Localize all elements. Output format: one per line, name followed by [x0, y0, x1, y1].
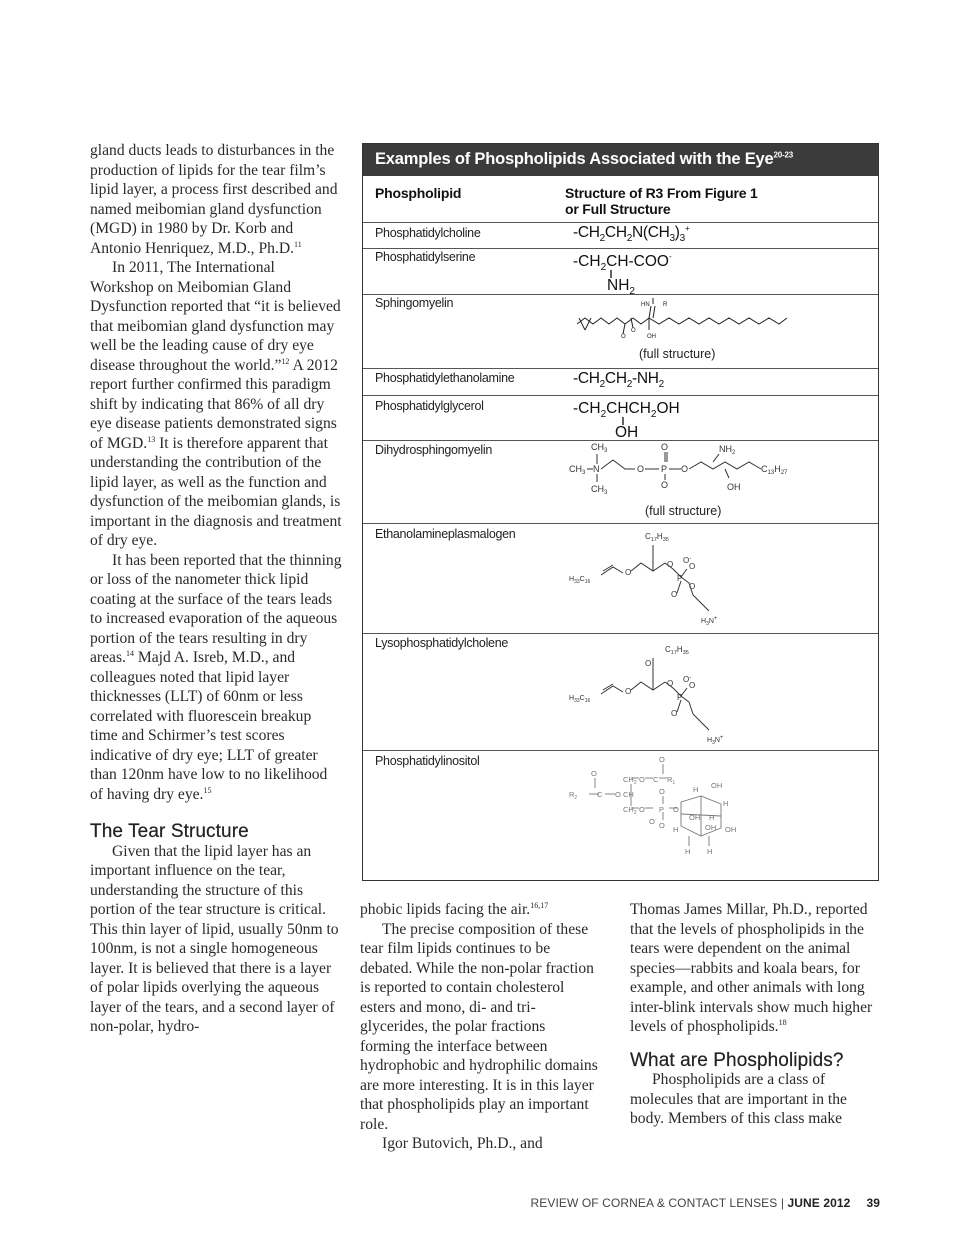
reference-mark: 12	[281, 356, 290, 366]
svg-text:C17H35: $C_{17}H_{35}$	[645, 532, 669, 543]
svg-text:H33C16: $H_{33}C_{16}$	[569, 695, 591, 704]
structure-formula-phosphatidylglycerol	[569, 395, 689, 441]
svg-text:OH: OH	[725, 825, 737, 834]
svg-text:O: O	[659, 755, 665, 764]
body-column-1	[90, 141, 342, 1037]
svg-text:C: C	[653, 775, 659, 784]
svg-text:R: R	[663, 302, 668, 308]
svg-text:OH: OH	[727, 482, 741, 492]
dihydrosphingomyelin-structure	[569, 440, 809, 500]
table-row-name: Dihydrosphingomyelin	[375, 443, 492, 457]
svg-text:O: O	[689, 681, 696, 690]
page-footer: REVIEW OF CORNEA & CONTACT LENSES | JUNE 2012 39	[530, 1196, 880, 1210]
svg-text:NH2: $NH_2$	[719, 444, 736, 456]
paragraph: It has been reported that the thinning or loss of the nanometer thick lipid coating at the surface of the tears leads to increased evaporation of the aqueous portion of the tears resulting in dry areas.$^{14}$ Majd A. Isreb, M.D., and colleagues noted that lipid layer thicknesses (LLT) of 60nm or less correlated with fluorescein breakup time and Schirmer’s test scores indicative of dry eye; LLT of greater than 120nm have low to no likelihood of having dry eye.$^{15}$	[90, 551, 342, 803]
structure-formula-phosphatidylethanolamine: $-CH_2CH_2-NH_2$	[573, 370, 664, 391]
svg-text:O-: O-	[683, 556, 692, 565]
ethanolamineplasmalogen-structure	[569, 525, 719, 633]
body-column-2	[360, 900, 598, 1154]
row-divider	[363, 523, 878, 524]
journal-name: REVIEW OF CORNEA & CONTACT LENSES	[530, 1196, 778, 1210]
svg-text:H: H	[693, 785, 699, 794]
structure-formula-phosphatidylserine	[569, 248, 689, 297]
table-row-name: Ethanolamineplasmalogen	[375, 527, 516, 541]
row-divider	[363, 633, 878, 634]
reference-mark: 14	[125, 648, 134, 658]
svg-text:O: O	[615, 790, 621, 799]
paragraph: phobic lipids facing the air.$^{16,17}$	[360, 900, 549, 918]
svg-text:C: C	[597, 790, 603, 799]
issue-date: JUNE 2012	[787, 1196, 851, 1210]
svg-text:O: O	[661, 480, 669, 490]
svg-text:CH: CH	[623, 790, 634, 799]
svg-text:H: H	[709, 813, 715, 822]
table-row-name: Phosphatidylinositol	[375, 754, 480, 768]
svg-text:N: N	[593, 464, 600, 474]
table-row-name: Phosphatidylethanolamine	[375, 371, 515, 385]
svg-text:O-: O-	[649, 817, 657, 826]
svg-text:OH: OH	[705, 823, 717, 832]
phosphatidylinositol-structure	[569, 754, 749, 870]
table-row-name: Sphingomyelin	[375, 296, 454, 310]
svg-text:O: O	[661, 442, 669, 452]
reference-mark: 16,17	[530, 900, 549, 910]
svg-text:H: H	[673, 825, 679, 834]
page-number: 39	[866, 1196, 880, 1210]
paragraph: The precise composition of these tear film lipids continues to be debated. While the non-polar fraction is reported to contain cholesterol esters and mono, di- and tri-glycerides, the polar fractions forming the interface between hydrophobic and hydrophilic domains are more interesting. It is in this layer that phospholipids play an important role.	[360, 920, 598, 1133]
paragraph: gland ducts leads to disturbances in the production of lipids for the tear film’s lipid layer, a process first described and named meibomian gland dysfunction (MGD) in 1980 by Dr. Korb and Antonio Henriquez, M.D., Ph.D.$^{11}$	[90, 142, 338, 257]
svg-text:H3N+: $H_3N+$	[707, 735, 724, 746]
svg-text:O: O	[631, 328, 636, 334]
svg-text:C13H27: $C_{13}H_{27}$	[761, 464, 788, 476]
svg-text:O: O	[689, 582, 696, 591]
paragraph: Given that the lipid layer has an important influence on the tear, understanding the structure of this portion of the tear structure is critical. This thin layer of lipid, usually 50nm to 100nm, is not a single homogeneous layer. It is believed that there is a layer of polar lipids overlying the aqueous layer of the tears, and a second layer of non-polar, hydro-	[90, 842, 339, 1035]
paragraph: In 2011, The International Workshop on Meibomian Gland Dysfunction reported that “it is believed that meibomian gland dysfunction may well be the leading cause of dry eye disease throughout the world.”$^{12}$ A 2012 report further confirmed this paradigm shift by indicating that 86% of all dry eye disease patients demonstrated signs of MGD.$^{13}$ It is therefore apparent that understanding the contribution of the lipid layer, as well as the function and dysfunction of the meibomian glands, is important in the diagnosis and treatment of dry eye.	[90, 259, 342, 549]
table-row-name: Phosphatidylcholine	[375, 226, 481, 240]
row-divider	[363, 750, 878, 751]
paragraph: Thomas James Millar, Ph.D., reported that the levels of phospholipids in the tears were dependent on the animal species—rabbits and koala bears, for example, and other animals with long inter-blink intervals show much higher levels of phospholipids.$^{18}$	[630, 901, 873, 1035]
svg-text:O: O	[659, 821, 665, 830]
row-divider	[363, 294, 878, 295]
svg-text:O: O	[591, 769, 597, 778]
reference-mark: 18	[778, 1017, 787, 1027]
svg-text:CH3: $CH_3$	[569, 464, 586, 476]
svg-text:O: O	[689, 562, 696, 571]
svg-text:O: O	[625, 687, 632, 696]
paragraph: Phospholipids are a class of molecules that are important in the body. Members of this class make	[630, 1071, 847, 1127]
column-header-structure: Structure of R3 From Figure 1 or Full Structure	[565, 185, 758, 217]
full-structure-caption: (full structure)	[639, 347, 716, 361]
svg-text:-CH2CHCH2OH: $-CH_2CHCH_2OH$	[573, 400, 680, 420]
svg-text:O: O	[639, 805, 645, 814]
svg-text:R1: $R_1$	[667, 775, 676, 786]
svg-text:OH: OH	[711, 781, 723, 790]
svg-text:P: P	[677, 693, 683, 702]
reference-mark: 15	[203, 785, 212, 795]
row-divider	[363, 222, 878, 223]
reference-mark: 20-23	[773, 150, 793, 160]
table-row-name: Phosphatidylglycerol	[375, 399, 484, 413]
svg-text:O-: O-	[683, 675, 692, 684]
svg-text:R2: $R_2$	[569, 790, 578, 801]
svg-text:O: O	[621, 334, 626, 340]
svg-text:O: O	[637, 464, 645, 474]
svg-text:O: O	[667, 560, 674, 569]
section-heading: The Tear Structure	[90, 821, 249, 842]
svg-text:P: P	[659, 805, 665, 814]
svg-text:OH: OH	[615, 424, 639, 441]
svg-text:O: O	[671, 709, 678, 718]
svg-text:CH3: $CH_3$	[591, 484, 608, 496]
reference-mark: 11	[294, 239, 302, 249]
svg-text:H33C16: $H_{33}C_{16}$	[569, 576, 591, 585]
svg-text:P: P	[677, 574, 683, 583]
table-row-name: Lysophosphatidylcholene	[375, 636, 509, 650]
table-row-name: Phosphatidylserine	[375, 250, 476, 264]
svg-text:P: P	[661, 464, 668, 474]
column-header-phospholipid: Phospholipid	[375, 185, 462, 201]
paragraph: Igor Butovich, Ph.D., and	[382, 1135, 543, 1152]
svg-text:O: O	[625, 568, 632, 577]
svg-text:-CH2CH-COO-: $-CH_2CH-COO^-$	[573, 252, 672, 273]
svg-text:O: O	[671, 590, 678, 599]
row-divider	[363, 368, 878, 369]
svg-text:H3N+: $H_3N+$	[701, 616, 718, 627]
svg-text:O: O	[667, 679, 674, 688]
section-heading: What are Phospholipids?	[630, 1049, 844, 1071]
svg-text:OH: OH	[689, 813, 701, 822]
svg-text:H: H	[707, 847, 713, 856]
svg-text:CH2: $CH_2$	[623, 775, 637, 786]
full-structure-caption: (full structure)	[645, 504, 722, 518]
phospholipid-table	[362, 143, 879, 881]
reference-mark: 13	[147, 434, 156, 444]
lysophosphatidylcholene-structure	[569, 636, 724, 748]
svg-text:CH3: $CH_3$	[591, 442, 608, 454]
svg-text:H: H	[723, 799, 729, 808]
structure-formula-phosphatidylcholine: $-CH_2CH_2N(CH_3)_3^+$	[573, 223, 690, 245]
svg-text:O: O	[645, 659, 652, 668]
svg-text:CH2: $CH_2$	[623, 805, 637, 816]
svg-text:H: H	[685, 847, 691, 856]
svg-text:O: O	[681, 464, 689, 474]
body-column-3	[630, 900, 882, 1129]
table-title: Examples of Phospholipids Associated with the Eye$^{20-23}$	[363, 144, 878, 176]
svg-text:O: O	[659, 787, 665, 796]
svg-text:O: O	[639, 775, 645, 784]
svg-text:O: O	[673, 805, 679, 814]
svg-text:HN: HN	[641, 302, 650, 308]
svg-text:NH2: $NH_2$	[607, 277, 635, 297]
svg-text:OH: OH	[647, 334, 656, 340]
svg-text:C17H35: $C_{17}H_{35}$	[665, 645, 689, 656]
